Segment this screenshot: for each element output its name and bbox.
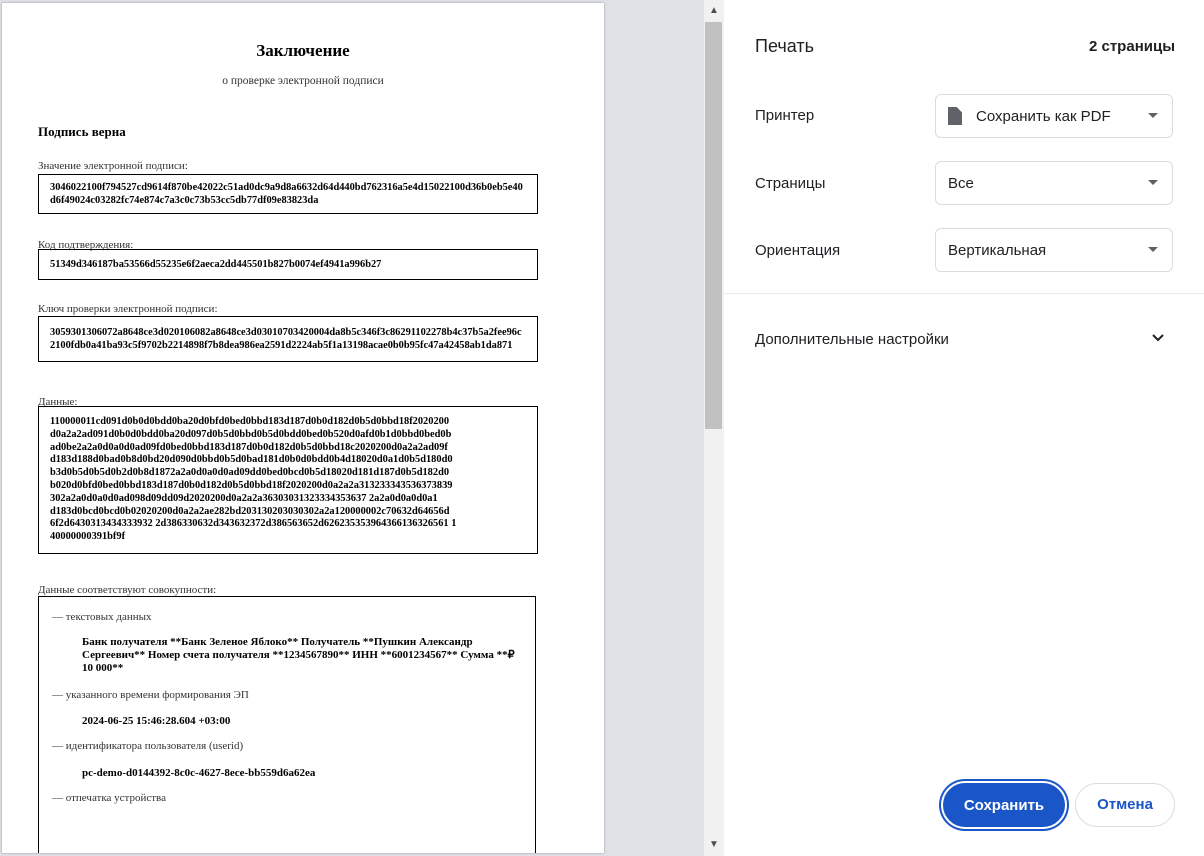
scroll-up-icon[interactable]: ▲ (709, 5, 719, 16)
data-value-line: d183d188d0bad0b8d0bd20d090d0bbd0b5d0bad181d0b0d0bdd0b4d18020d0a1d0b5d180d0 (50, 454, 453, 466)
cancel-button[interactable]: Отмена (1075, 783, 1175, 827)
pages-label: Страницы (755, 175, 826, 192)
key-value-box (38, 316, 538, 362)
document-title: Заключение (256, 41, 350, 60)
pages-value: Все (948, 175, 974, 192)
data-value-line: b3d0b5d0b5d0b2d0b8d1872a2a0d0a0d0ad09dd0bed0bcd0b5d18020d181d187d0b5d182d0 (50, 467, 450, 479)
scrollbar-thumb[interactable] (705, 22, 722, 429)
printer-value: Сохранить как PDF (976, 108, 1111, 125)
save-button[interactable]: Сохранить (943, 783, 1065, 827)
chevron-down-icon (1148, 113, 1158, 118)
set-item-label: — идентификатора пользователя (userid) (52, 740, 244, 752)
set-label: Данные соответствуют совокупности: (38, 584, 217, 596)
key-label: Ключ проверки электронной подписи: (38, 303, 218, 315)
set-item-label: — отпечатка устройства (52, 792, 166, 804)
document-page (2, 3, 604, 853)
scroll-down-icon[interactable]: ▼ (709, 839, 719, 850)
data-value-line: d0a2a2ad091d0b0d0bdd0ba20d097d0b5d0bbd0b5d0bdd0bed0b520d0afd0b1d0bbd0bed0b (50, 428, 452, 440)
chevron-down-icon (1148, 247, 1158, 252)
pages-select[interactable] (935, 161, 1173, 205)
orientation-value: Вертикальная (948, 242, 1047, 259)
data-value-line: 110000011cd091d0b0d0bdd0ba20d0bfd0bed0bbd183d187d0b0d182d0b5d0bbd18f2020200 (50, 416, 450, 427)
data-value-line: 302a2a0d0a0d0ad098d09dd09d2020200d0a2a2a36303031323334353637 2a2a0d0a0d0a1 (50, 492, 438, 504)
data-value-line: 6f2d6430313434333932 2d386330632d343632372d386563652d626235353964366136326561 1 (50, 518, 457, 530)
signature-value-box (38, 174, 538, 214)
data-value-box (38, 406, 538, 554)
file-icon (948, 107, 962, 125)
data-label: Данные: (38, 396, 78, 408)
code-value-box (38, 249, 538, 280)
divider (724, 293, 1204, 294)
set-item-value: Банк получателя **Банк Зеленое Яблоко** Получатель **Пушкин Александр Сергеевич** Номер счета получателя **1234567890** ИНН **6001234567** Сумма **₽ 10 000** (82, 636, 515, 674)
printer-select[interactable] (935, 94, 1173, 138)
printer-label: Принтер (755, 107, 815, 124)
chevron-down-icon (1148, 180, 1158, 185)
code-value: 51349d346187ba53566d55235e6f2aeca2dd445501b827b0074ef4941a996b27 (50, 259, 382, 270)
data-value-line: b020d0bfd0bed0bbd183d187d0b0d182d0b5d0bbd18f2020200d0a2a2a313233343536373839 (50, 479, 453, 491)
set-item-value: pc-demo-d0144392-8c0c-4627-8ece-bb559d6a62ea (82, 767, 316, 779)
data-value-line: d183d0bcd0bcd0b02020200d0a2a2ae282bd203130203030302a2a120000002c70632d64656d (50, 505, 450, 517)
chevron-down-icon[interactable] (1150, 330, 1166, 346)
code-label: Код подтверждения: (38, 239, 134, 251)
signature-label: Значение электронной подписи: (38, 160, 188, 172)
set-item-value: 2024-06-25 15:46:28.604 +03:00 (82, 715, 231, 727)
orientation-select[interactable] (935, 228, 1173, 272)
set-item-label: — указанного времени формирования ЭП (52, 689, 249, 701)
orientation-label: Ориентация (755, 242, 841, 259)
signature-value: 3046022100f794527cd9614f870be42022c51ad0dc9a9d8a6632d64d440bd762316a5e4d15022100d36b0eb5e40d6f49024c03282fc74e874c7a3c0c73b53cc5db77df09e83823da (50, 182, 523, 206)
key-value: 3059301306072a8648ce3d020106082a8648ce3d03010703420004da8b5c346f3c86291102278b4c37b5a2fee96c2100fdb0a41ba93c5f9702b2214898f7b8dea986ea2591d2224ab5f1a13198acae0b0b95fc47a42458ab1da871 (50, 327, 522, 351)
signature-status: Подпись верна (38, 124, 126, 139)
set-item-label: — текстовых данных (52, 611, 152, 623)
more-settings-toggle[interactable]: Дополнительные настройки (755, 331, 949, 348)
data-value-line: 40000000391bf9f (50, 531, 126, 543)
document-subtitle: о проверке электронной подписи (222, 75, 384, 87)
panel-title: Печать (755, 36, 814, 56)
print-settings-panel (724, 0, 1204, 856)
set-box (38, 596, 536, 853)
data-value-line: ad0be2a2a0d0a0d0ad09fd0bed0bbd183d187d0b0d182d0b5d0bbd18c2020200d0a2a2ad09f (50, 441, 448, 453)
page-count: 2 страницы (1088, 38, 1175, 55)
